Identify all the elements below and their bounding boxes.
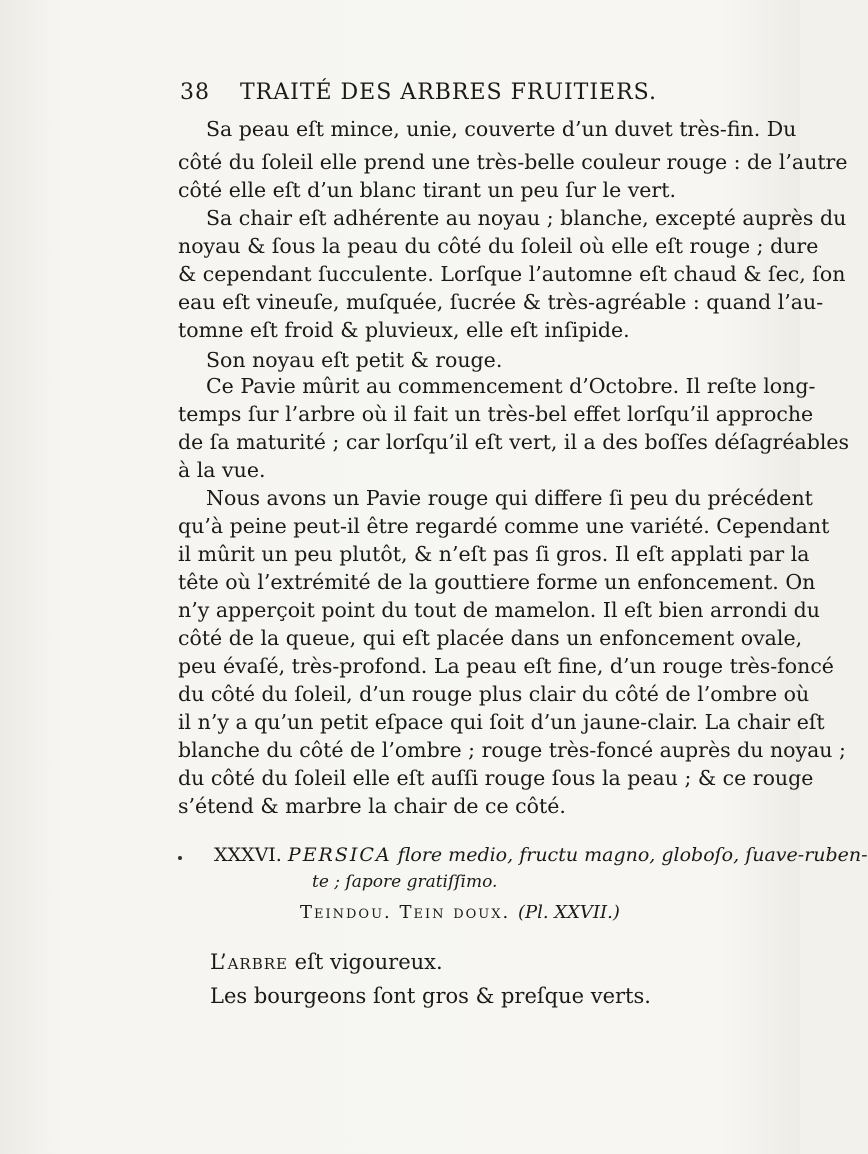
running-title: TRAITÉ DES ARBRES FRUITIERS.	[240, 80, 657, 105]
text-line: tête où l’extrémité de la gouttiere forme un enfoncement. On	[178, 570, 816, 594]
bullet-dot	[178, 856, 182, 860]
text-line: temps ſur l’arbre où il fait un très-bel effet lorſqu’il approche	[178, 402, 814, 426]
text-line: côté de la queue, qui eſt placée dans un enfoncement ovale,	[178, 626, 803, 650]
text-line: côté elle eſt d’un blanc tirant un peu ſur le vert.	[178, 178, 676, 202]
text-line: Son noyau eſt petit & rouge.	[206, 348, 503, 372]
text-line: qu’à peine peut-il être regardé comme une variété. Cependant	[178, 514, 830, 538]
text-line: Sa chair eſt adhérente au noyau ; blanche, excepté auprès du	[206, 206, 847, 230]
text-line: blanche du côté de l’ombre ; rouge très-foncé auprès du noyau ;	[178, 738, 846, 762]
text-line: à la vue.	[178, 458, 266, 482]
common-name: Teindou. Tein doux.	[300, 902, 511, 923]
page-number: 38	[180, 80, 210, 105]
tree-description-text: eſt vigoureux.	[287, 950, 443, 974]
text-line: côté du ſoleil elle prend une très-belle couleur rouge : de l’autre	[178, 150, 848, 174]
text-line: il n’y a qu’un petit eſpace qui ſoit d’un jaune-clair. La chair eſt	[178, 710, 825, 734]
plate-reference: (Pl. XXVII.)	[517, 902, 620, 923]
text-line: de ſa maturité ; car lorſqu’il eſt vert, il a des boſſes déſagréables	[178, 430, 850, 454]
tree-description	[210, 950, 443, 974]
text-line: du côté du ſoleil, d’un rouge plus clair du côté de l’ombre où	[178, 682, 810, 706]
entry-description: flore medio, fructu magno, globoſo, ſuave-ruben-	[397, 844, 868, 866]
page-header	[180, 80, 700, 105]
text-line: & cependant ſucculente. Lorſque l’automne eſt chaud & ſec, ſon	[178, 262, 846, 286]
entry-latin-name: PERSICA	[287, 844, 392, 866]
text-line: tomne eſt froid & pluvieux, elle eſt inſipide.	[178, 318, 630, 342]
common-names	[300, 902, 620, 923]
text-line: peu évaſé, très-profond. La peau eſt fine, d’un rouge très-foncé	[178, 654, 834, 678]
text-line: Ce Pavie mûrit au commencement d’Octobre. Il reſte long-	[206, 374, 816, 398]
text-line: Nous avons un Pavie rouge qui differe ſi peu du précédent	[206, 486, 813, 510]
shoots-description: Les bourgeons ſont gros & preſque verts.	[210, 984, 651, 1008]
entry-description-continued: te ; ſapore gratiſſimo.	[312, 872, 498, 892]
entry-numeral: XXXVI.	[214, 844, 282, 866]
text-line: noyau & ſous la peau du côté du ſoleil où elle eſt rouge ; dure	[178, 234, 819, 258]
small-caps-lead: L’arbre	[210, 950, 288, 974]
text-line: il mûrit un peu plutôt, & n’eſt pas ſi gros. Il eſt applati par la	[178, 542, 810, 566]
variety-entry	[214, 842, 868, 868]
text-line: eau eſt vineuſe, muſquée, ſucrée & très-agréable : quand l’au-	[178, 290, 824, 314]
text-line: s’étend & marbre la chair de ce côté.	[178, 794, 566, 818]
text-line: Sa peau eſt mince, unie, couverte d’un duvet très-fin. Du	[206, 117, 797, 141]
text-line: n’y apperçoit point du tout de mamelon. Il eſt bien arrondi du	[178, 598, 820, 622]
text-line: du côté du ſoleil elle eſt auſſi rouge ſous la peau ; & ce rouge	[178, 766, 814, 790]
